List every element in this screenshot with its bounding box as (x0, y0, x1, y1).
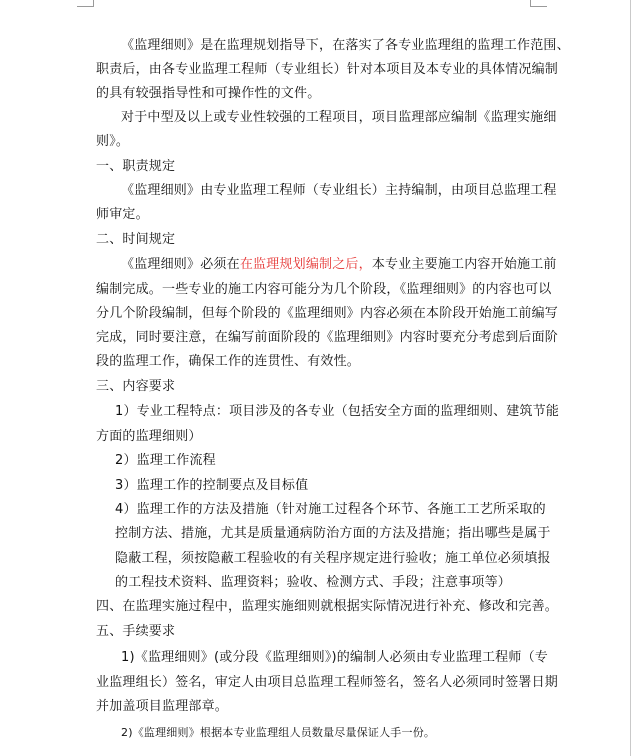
section2-line-4: 完成，同时要注意，在编写前面阶段的《监理细则》内容时要充分考虑到后面阶 (96, 330, 559, 345)
page-corner-mark-left (77, 0, 94, 7)
section3-item3: 3）监理工作的控制要点及目标值 (115, 478, 309, 493)
section1-line-1: 《监理细则》由专业监理工程师（专业组长）主持编制，由项目总监理工程 (121, 183, 557, 198)
section2-highlight-text: 在监理规划编制之后， (239, 257, 372, 272)
intro-line-1: 《监理细则》是在监理规划指导下，在落实了各专业监理组的监理工作范围、 (121, 38, 570, 53)
section3-item4-line-2: 控制方法、措施，尤其是质量通病防治方面的方法及措施；指出哪些是属于 (115, 526, 551, 541)
intro-line-2: 职责后，由各专业监理工程师（专业组长）针对本项目及本专业的具体情况编制 (96, 62, 559, 77)
section3-item4-line-4: 的工程技术资料、监理资料；验收、检测方式、手段；注意事项等） (115, 575, 512, 590)
section3-item2: 2）监理工作流程 (115, 453, 216, 468)
section2-line-1 (121, 257, 557, 273)
section5-item1-line-3: 并加盖项目监理部章。 (96, 699, 229, 714)
scope-line-1: 对于中型及以上或专业性较强的工程项目，项目监理部应编制《监理实施细 (121, 110, 557, 125)
section3-heading: 三、内容要求 (96, 379, 176, 394)
section2-line-2: 编制完成。一些专业的施工内容可能分为几个阶段，《监理细则》的内容也可以 (96, 282, 552, 297)
section2-line-1-start: 《监理细则》必须在 (121, 257, 240, 272)
section1-line-2: 师审定。 (96, 207, 149, 222)
section5-item2: 2)《监理细则》根据本专业监理组人员数量尽量保证人手一份。 (121, 726, 436, 739)
page-right-edge (630, 0, 631, 756)
section2-line-3: 分几个阶段编制，但每个阶段的《监理细则》内容必须在本阶段开始施工前编写 (96, 306, 559, 321)
section2-heading: 二、时间规定 (96, 232, 176, 247)
section3-item4-line-3: 隐蔽工程，须按隐蔽工程验收的有关程序规定进行验收；施工单位必须填报 (115, 551, 551, 566)
page-corner-mark-right (530, 0, 547, 7)
section2-line-5: 段的监理工作，确保工作的连贯性、有效性。 (96, 354, 361, 369)
section2-line-1-end: 本专业主要施工内容开始施工前 (371, 257, 557, 272)
section5-heading: 五、手续要求 (96, 624, 176, 639)
scope-line-2: 则》。 (96, 134, 130, 149)
section3-item1-line-2: 方面的监理细则） (96, 429, 202, 444)
section5-item1-line-2: 业监理组长）签名，审定人由项目总监理工程师签名，签名人必须同时签署日期 (96, 675, 559, 690)
section1-heading: 一、职责规定 (96, 159, 176, 174)
section5-item1-line-1: 1)《监理细则》(或分段《监理细则》)的编制人必须由专业监理工程师（专 (121, 650, 548, 665)
section3-item4-line-1: 4）监理工作的方法及措施（针对施工过程各个环节、各施工工艺所采取的 (115, 502, 546, 517)
section3-item1-line-1: 1）专业工程特点：项目涉及的各专业（包括安全方面的监理细则、建筑节能 (115, 404, 560, 419)
intro-line-3: 的具有较强指导性和可操作性的文件。 (96, 86, 321, 101)
section4-heading: 四、在监理实施过程中，监理实施细则就根据实际情况进行补充、修改和完善。 (96, 599, 559, 614)
